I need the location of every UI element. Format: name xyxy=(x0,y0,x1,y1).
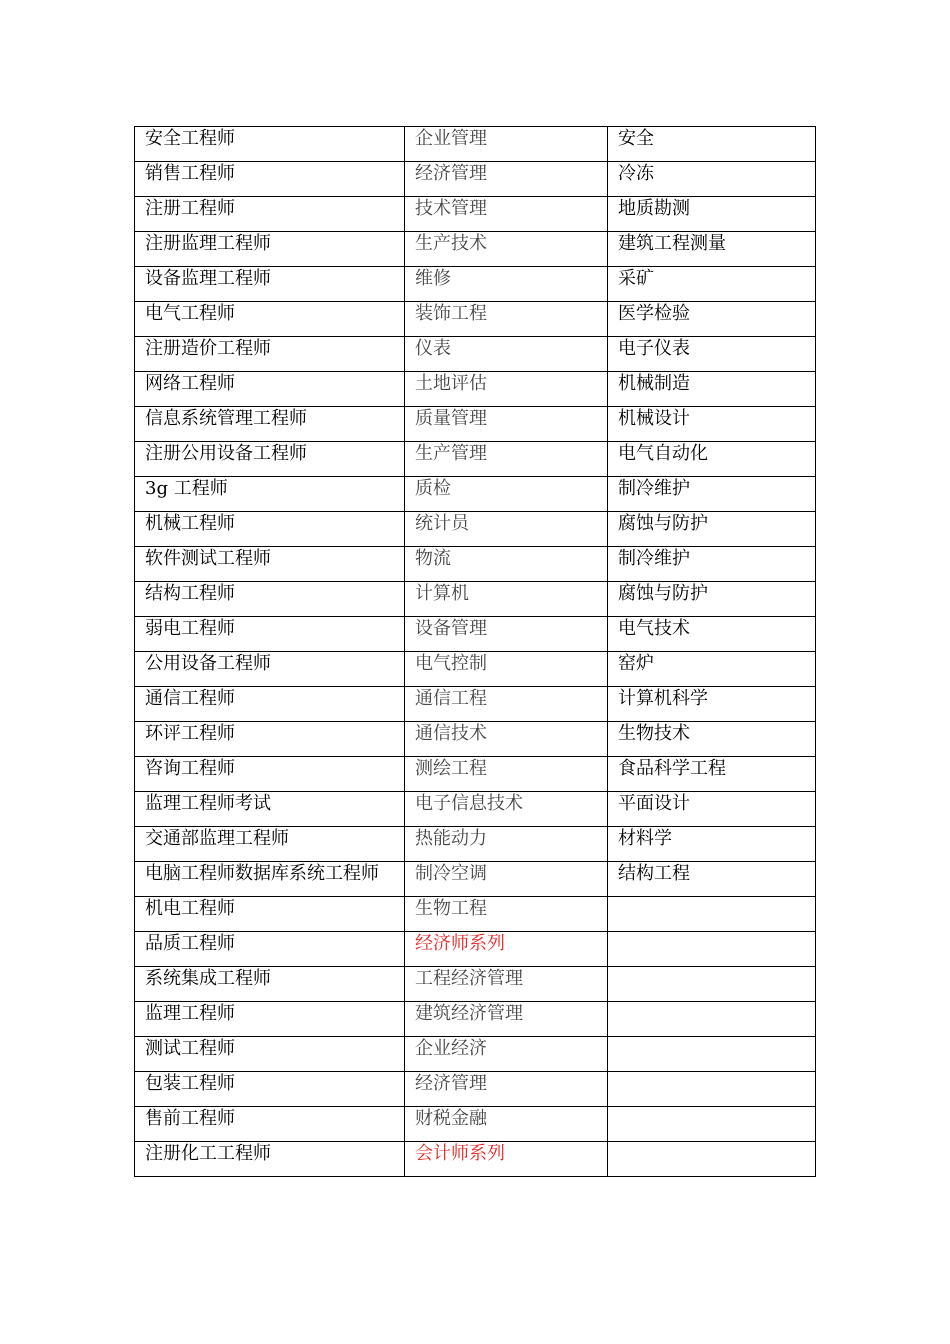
table-cell-col2: 工程经济管理 xyxy=(405,967,608,1002)
table-cell-col2: 通信工程 xyxy=(405,687,608,722)
table-cell-col1: 监理工程师考试 xyxy=(135,792,405,827)
table-cell-col3: 制冷维护 xyxy=(608,547,816,582)
table-cell-col1: 交通部监理工程师 xyxy=(135,827,405,862)
table-row xyxy=(135,792,816,827)
table-cell-col1: 咨询工程师 xyxy=(135,757,405,792)
table-cell-col2: 测绘工程 xyxy=(405,757,608,792)
table-row xyxy=(135,372,816,407)
table-cell-col2: 建筑经济管理 xyxy=(405,1002,608,1037)
table-row xyxy=(135,722,816,757)
table-row xyxy=(135,1072,816,1107)
table-row xyxy=(135,302,816,337)
table-cell-col3 xyxy=(608,967,816,1002)
table-cell-col2: 统计员 xyxy=(405,512,608,547)
table-cell-col2: 企业管理 xyxy=(405,127,608,162)
table-cell-col3: 制冷维护 xyxy=(608,477,816,512)
table-cell-col2: 财税金融 xyxy=(405,1107,608,1142)
table-cell-col1: 注册造价工程师 xyxy=(135,337,405,372)
table-cell-col1: 通信工程师 xyxy=(135,687,405,722)
table-cell-col1: 品质工程师 xyxy=(135,932,405,967)
table-cell-col2: 生产技术 xyxy=(405,232,608,267)
table-cell-col1: 系统集成工程师 xyxy=(135,967,405,1002)
table-row xyxy=(135,1002,816,1037)
table-cell-col2: 经济师系列 xyxy=(405,932,608,967)
table-cell-col3 xyxy=(608,1002,816,1037)
table-cell-col3: 材料学 xyxy=(608,827,816,862)
table-row xyxy=(135,547,816,582)
table-cell-col2: 计算机 xyxy=(405,582,608,617)
table-cell-col3: 机械制造 xyxy=(608,372,816,407)
table-row xyxy=(135,932,816,967)
qualification-table xyxy=(134,126,816,1177)
table-cell-col2: 质量管理 xyxy=(405,407,608,442)
table-row xyxy=(135,617,816,652)
table-cell-col3 xyxy=(608,1107,816,1142)
table-cell-col1: 环评工程师 xyxy=(135,722,405,757)
table-cell-col3: 冷冻 xyxy=(608,162,816,197)
table-row xyxy=(135,757,816,792)
table-row xyxy=(135,407,816,442)
table-cell-col3: 医学检验 xyxy=(608,302,816,337)
table-cell-col3: 采矿 xyxy=(608,267,816,302)
table-cell-col1: 注册监理工程师 xyxy=(135,232,405,267)
table-cell-col1: 网络工程师 xyxy=(135,372,405,407)
table-cell-col1: 监理工程师 xyxy=(135,1002,405,1037)
table-cell-col1: 信息系统管理工程师 xyxy=(135,407,405,442)
table-cell-col1: 电气工程师 xyxy=(135,302,405,337)
table-cell-col3: 腐蚀与防护 xyxy=(608,582,816,617)
table-cell-col2: 会计师系列 xyxy=(405,1142,608,1177)
table-row xyxy=(135,1107,816,1142)
table-row xyxy=(135,442,816,477)
table-cell-col2: 热能动力 xyxy=(405,827,608,862)
table-cell-col1: 包装工程师 xyxy=(135,1072,405,1107)
table-cell-col3: 腐蚀与防护 xyxy=(608,512,816,547)
table-cell-col3: 窑炉 xyxy=(608,652,816,687)
table-cell-col2: 经济管理 xyxy=(405,162,608,197)
table-cell-col2: 通信技术 xyxy=(405,722,608,757)
table-cell-col2: 仪表 xyxy=(405,337,608,372)
table-cell-col2: 企业经济 xyxy=(405,1037,608,1072)
table-cell-col1: 3g 工程师 xyxy=(135,477,405,512)
table-cell-col3: 机械设计 xyxy=(608,407,816,442)
table-cell-col2: 设备管理 xyxy=(405,617,608,652)
table-row xyxy=(135,1142,816,1177)
table-cell-col3 xyxy=(608,897,816,932)
table-cell-col1: 安全工程师 xyxy=(135,127,405,162)
table-cell-col1: 设备监理工程师 xyxy=(135,267,405,302)
table-cell-col2: 质检 xyxy=(405,477,608,512)
table-cell-col2: 土地评估 xyxy=(405,372,608,407)
table-cell-col3: 生物技术 xyxy=(608,722,816,757)
table-row xyxy=(135,512,816,547)
table-row xyxy=(135,127,816,162)
table-row xyxy=(135,967,816,1002)
table-cell-col1: 结构工程师 xyxy=(135,582,405,617)
table-cell-col2: 技术管理 xyxy=(405,197,608,232)
table-cell-col1: 机电工程师 xyxy=(135,897,405,932)
table-cell-col1: 销售工程师 xyxy=(135,162,405,197)
table-row xyxy=(135,337,816,372)
table-cell-col1: 软件测试工程师 xyxy=(135,547,405,582)
table-row xyxy=(135,267,816,302)
table-cell-col1: 注册工程师 xyxy=(135,197,405,232)
table-cell-col2: 电子信息技术 xyxy=(405,792,608,827)
table-cell-col1: 注册化工工程师 xyxy=(135,1142,405,1177)
table-cell-col3: 地质勘测 xyxy=(608,197,816,232)
table-cell-col2: 生物工程 xyxy=(405,897,608,932)
table-cell-col3 xyxy=(608,1037,816,1072)
table-row xyxy=(135,897,816,932)
table-row xyxy=(135,477,816,512)
table-row xyxy=(135,1037,816,1072)
table-cell-col3: 平面设计 xyxy=(608,792,816,827)
table-cell-col3: 计算机科学 xyxy=(608,687,816,722)
table-cell-col1: 公用设备工程师 xyxy=(135,652,405,687)
table-row xyxy=(135,197,816,232)
table-cell-col1: 测试工程师 xyxy=(135,1037,405,1072)
table-cell-col1: 弱电工程师 xyxy=(135,617,405,652)
table-cell-col3 xyxy=(608,932,816,967)
table-cell-col2: 经济管理 xyxy=(405,1072,608,1107)
table-row xyxy=(135,862,816,897)
table-cell-col3: 食品科学工程 xyxy=(608,757,816,792)
table-row xyxy=(135,827,816,862)
table-cell-col2: 电气控制 xyxy=(405,652,608,687)
table-cell-col3: 电气自动化 xyxy=(608,442,816,477)
table-cell-col3: 电子仪表 xyxy=(608,337,816,372)
table-cell-col1: 机械工程师 xyxy=(135,512,405,547)
table-cell-col1: 电脑工程师数据库系统工程师 xyxy=(135,862,405,897)
table-row xyxy=(135,652,816,687)
table-cell-col3: 安全 xyxy=(608,127,816,162)
table-cell-col3: 电气技术 xyxy=(608,617,816,652)
table-cell-col3 xyxy=(608,1142,816,1177)
table-row xyxy=(135,687,816,722)
table-cell-col2: 装饰工程 xyxy=(405,302,608,337)
table-cell-col2: 制冷空调 xyxy=(405,862,608,897)
table-cell-col1: 售前工程师 xyxy=(135,1107,405,1142)
table-cell-col3: 结构工程 xyxy=(608,862,816,897)
table-row xyxy=(135,232,816,267)
table-row xyxy=(135,582,816,617)
table-cell-col2: 物流 xyxy=(405,547,608,582)
table-cell-col2: 生产管理 xyxy=(405,442,608,477)
table-row xyxy=(135,162,816,197)
table-cell-col3 xyxy=(608,1072,816,1107)
table-cell-col3: 建筑工程测量 xyxy=(608,232,816,267)
table-body xyxy=(135,127,816,1177)
table-cell-col2: 维修 xyxy=(405,267,608,302)
table-cell-col1: 注册公用设备工程师 xyxy=(135,442,405,477)
